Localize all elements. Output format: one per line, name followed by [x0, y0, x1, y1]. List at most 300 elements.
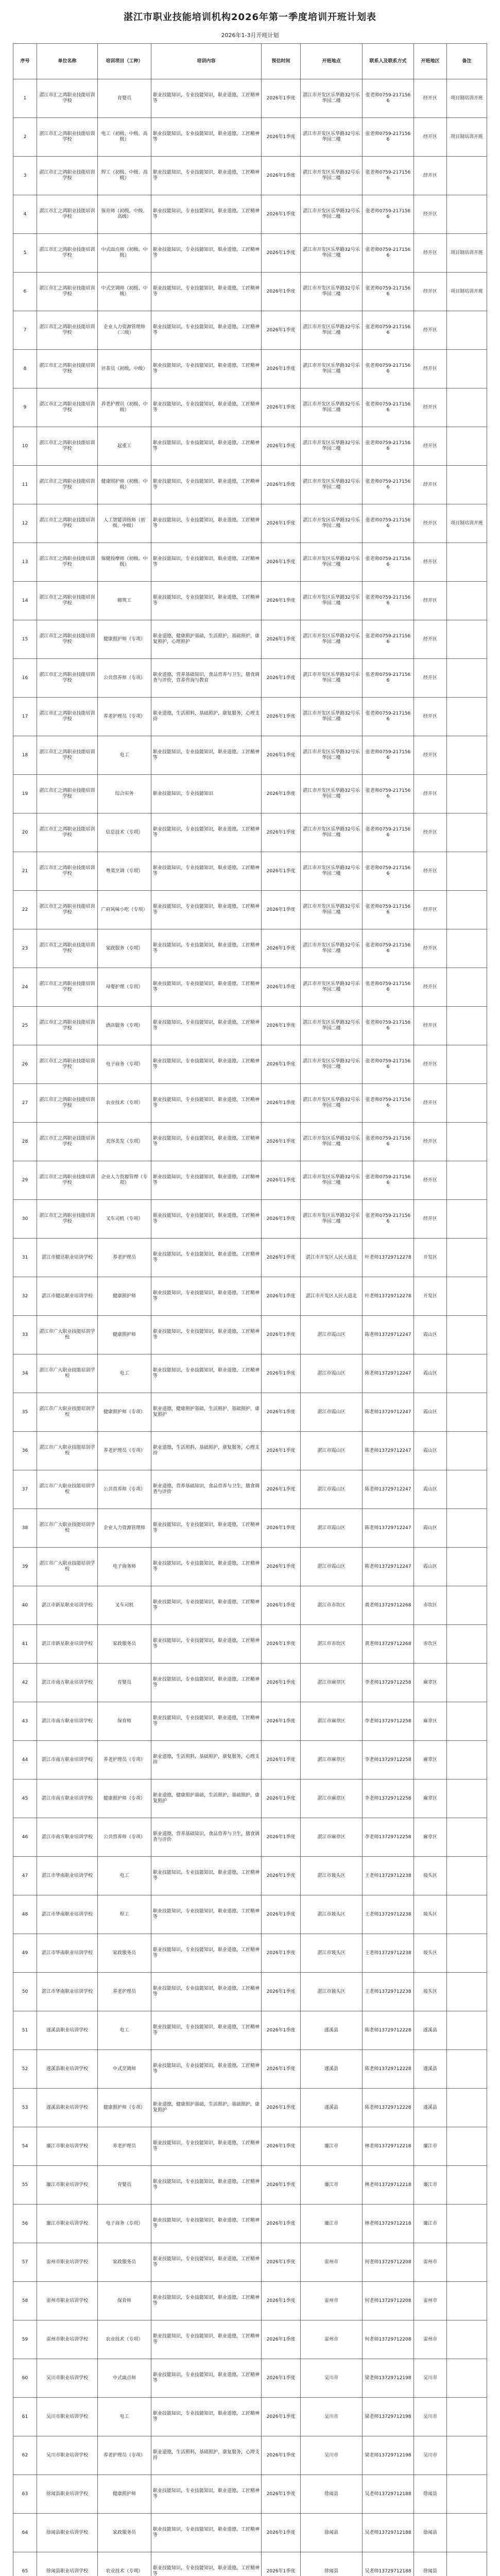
cell-no: 27 [13, 1084, 37, 1123]
cell-item: 养老护理员 [98, 2127, 151, 2166]
cell-area: 遂溪县 [414, 2011, 447, 2050]
cell-area: 霞山区 [414, 1548, 447, 1586]
table-row [13, 504, 487, 543]
table-row [13, 2514, 487, 2552]
cell-note [447, 1780, 487, 1818]
table-row [13, 1161, 487, 1200]
cell-no: 46 [13, 1818, 37, 1857]
cell-org: 徐闻县职业培训学校 [37, 2475, 98, 2514]
cell-org: 吴川市职业培训学校 [37, 2359, 98, 2398]
cell-place: 湛江市开发区乐华路32号乐华园二楼 [301, 582, 363, 620]
cell-item: 电工 [98, 1354, 151, 1393]
cell-org: 遂溪县职业培训学校 [37, 2050, 98, 2089]
table-row [13, 2320, 487, 2359]
cell-org: 湛江市汇之鸿职业技能培训学校 [37, 698, 98, 736]
cell-org: 湛江市广大职业技能培训学校 [37, 1432, 98, 1470]
cell-content: 职业道德，健康照护基础，生活照护，基础照护，康复照护，心理照护 [151, 620, 262, 659]
table-row [13, 1625, 487, 1664]
cell-contact: 张老师0759-2171566 [363, 891, 414, 929]
cell-no: 7 [13, 311, 37, 350]
cell-time: 2026年1季度 [262, 234, 301, 273]
table-row [13, 1741, 487, 1780]
table-row [13, 1123, 487, 1161]
cell-contact: 张老师0759-2171566 [363, 466, 414, 504]
cell-area: 吴川市 [414, 2359, 447, 2398]
cell-place: 湛江市开发区乐华路32号乐华园二楼 [301, 891, 363, 929]
cell-area: 经开区 [414, 504, 447, 543]
table-row [13, 1857, 487, 1895]
cell-org: 湛江市汇之鸿职业技能培训学校 [37, 543, 98, 582]
cell-area: 雷州市 [414, 2243, 447, 2282]
cell-area: 坡头区 [414, 1973, 447, 2011]
cell-item: 叉车司机（专项） [98, 1200, 151, 1239]
cell-place: 湛江市开发区乐华路32号乐华园二楼 [301, 620, 363, 659]
cell-item: 综合实务 [98, 775, 151, 814]
cell-org: 雷州市职业培训学校 [37, 2243, 98, 2282]
cell-note [447, 929, 487, 968]
cell-time: 2026年1季度 [262, 2089, 301, 2127]
cell-no: 11 [13, 466, 37, 504]
header-cell-item: 培训项目（工种） [98, 44, 151, 79]
cell-note [447, 1934, 487, 1973]
cell-place: 湛江市开发区乐华路32号乐华园二楼 [301, 1045, 363, 1084]
cell-place: 廉江市 [301, 2205, 363, 2243]
cell-no: 47 [13, 1857, 37, 1895]
cell-area: 霞山区 [414, 1316, 447, 1354]
cell-note: 项目制培训开班 [447, 79, 487, 118]
cell-area: 徐闻县 [414, 2475, 447, 2514]
cell-no: 61 [13, 2398, 37, 2436]
cell-place: 湛江市开发区乐华路32号乐华园二楼 [301, 968, 363, 1007]
cell-note [447, 2320, 487, 2359]
cell-contact: 李老师13729712258 [363, 1780, 414, 1818]
cell-content: 职业技能知识，专业技能知识，职业道德，工匠精神等 [151, 814, 262, 852]
cell-no: 35 [13, 1393, 37, 1432]
cell-content: 职业技能知识，专业技能知识，职业道德，工匠精神等 [151, 118, 262, 157]
cell-content: 职业技能知识，专业技能知识，职业道德，工匠精神等 [151, 1316, 262, 1354]
header-cell-contact: 联系人及联系方式 [363, 44, 414, 79]
cell-place: 湛江市开发区人民大道北 [301, 1239, 363, 1277]
cell-content: 职业技能知识，专业技能知识，职业道德，工匠精神等 [151, 388, 262, 427]
cell-place: 湛江市霞山区 [301, 1548, 363, 1586]
cell-org: 遂溪县职业培训学校 [37, 2089, 98, 2127]
cell-content: 职业技能知识，专业技能知识，职业道德，工匠精神等 [151, 2359, 262, 2398]
cell-item: 健康照护师 [98, 1316, 151, 1354]
cell-contact: 何老师13729712208 [363, 2243, 414, 2282]
table-row [13, 2436, 487, 2475]
cell-no: 28 [13, 1123, 37, 1161]
cell-no: 19 [13, 775, 37, 814]
cell-item: 公共营养师（专项） [98, 659, 151, 698]
table-row [13, 2282, 487, 2320]
cell-no: 50 [13, 1973, 37, 2011]
cell-place: 湛江市开发区乐华路32号乐华园二楼 [301, 273, 363, 311]
cell-note [447, 1200, 487, 1239]
cell-note [447, 1084, 487, 1123]
cell-content: 职业技能知识，专业技能知识，职业道德，工匠精神等 [151, 852, 262, 891]
cell-time: 2026年1季度 [262, 388, 301, 427]
table-row [13, 2359, 487, 2398]
cell-time: 2026年1季度 [262, 1393, 301, 1432]
cell-time: 2026年1季度 [262, 1084, 301, 1123]
cell-content: 职业技能知识，专业技能知识，职业道德，工匠精神等 [151, 1045, 262, 1084]
cell-time: 2026年1季度 [262, 427, 301, 466]
table-row [13, 388, 487, 427]
cell-item: 养老护理员 [98, 1239, 151, 1277]
cell-item: 电工 [98, 736, 151, 775]
cell-area: 廉江市 [414, 2166, 447, 2205]
table-row [13, 1200, 487, 1239]
cell-area: 经开区 [414, 466, 447, 504]
cell-org: 湛江市华南职业培训学校 [37, 1857, 98, 1895]
table-row [13, 1780, 487, 1818]
cell-place: 湛江市坡头区 [301, 1934, 363, 1973]
cell-content: 职业技能知识，专业技能知识，职业道德，工匠精神等 [151, 2514, 262, 2552]
cell-item: 公共营养师（专项） [98, 1470, 151, 1509]
cell-place: 湛江市开发区乐华路32号乐华园二楼 [301, 543, 363, 582]
cell-time: 2026年1季度 [262, 1354, 301, 1393]
cell-item: 家政服务（专项） [98, 929, 151, 968]
cell-no: 37 [13, 1470, 37, 1509]
table-row [13, 543, 487, 582]
cell-item: 健康照护师 [98, 1277, 151, 1316]
cell-note [447, 2552, 487, 2576]
cell-content: 职业技能知识，专业技能知识，职业道德，工匠精神等 [151, 2282, 262, 2320]
cell-time: 2026年1季度 [262, 466, 301, 504]
cell-content: 职业道德，健康照护基础，生活照护，基础照护，康复照护 [151, 2089, 262, 2127]
cell-contact: 张老师0759-2171566 [363, 1161, 414, 1200]
cell-contact: 王老师13729712238 [363, 1895, 414, 1934]
cell-area: 经开区 [414, 1045, 447, 1084]
cell-content: 职业技能知识，专业技能知识，职业道德，工匠精神等 [151, 1200, 262, 1239]
cell-content: 职业技能知识，专业技能知识，职业道德，工匠精神等 [151, 1354, 262, 1393]
cell-area: 经开区 [414, 968, 447, 1007]
table-row [13, 2050, 487, 2089]
cell-no: 30 [13, 1200, 37, 1239]
cell-time: 2026年1季度 [262, 1664, 301, 1702]
cell-content: 职业技能知识，专业技能知识，职业道德，工匠精神等 [151, 1277, 262, 1316]
cell-no: 64 [13, 2514, 37, 2552]
table-row [13, 1084, 487, 1123]
cell-area: 经开区 [414, 1161, 447, 1200]
cell-contact: 陈老师13729712247 [363, 1354, 414, 1393]
cell-item: 中式面点师（初级、中级） [98, 234, 151, 273]
cell-contact: 吴老师13729712188 [363, 2514, 414, 2552]
cell-area: 经开区 [414, 157, 447, 195]
cell-contact: 张老师0759-2171566 [363, 698, 414, 736]
cell-contact: 何老师13729712208 [363, 2320, 414, 2359]
table-row [13, 852, 487, 891]
cell-place: 湛江市霞山区 [301, 1354, 363, 1393]
cell-org: 湛江市南方职业培训学校 [37, 1664, 98, 1702]
cell-contact: 黄老师13729712268 [363, 1586, 414, 1625]
cell-content: 职业技能知识，专业技能知识，职业道德，工匠精神等 [151, 2166, 262, 2205]
cell-note [447, 350, 487, 388]
cell-org: 湛江市汇之鸿职业技能培训学校 [37, 195, 98, 234]
cell-org: 湛江市华南职业培训学校 [37, 1895, 98, 1934]
cell-note [447, 1818, 487, 1857]
table-row [13, 2475, 487, 2514]
table-row [13, 2127, 487, 2166]
cell-contact: 何老师13729712208 [363, 2282, 414, 2320]
cell-place: 廉江市 [301, 2166, 363, 2205]
cell-content: 职业技能知识，专业技能知识，职业道德，工匠精神等 [151, 1857, 262, 1895]
table-row [13, 1239, 487, 1277]
training-plan-table [13, 43, 487, 2576]
cell-time: 2026年1季度 [262, 2514, 301, 2552]
cell-contact: 李老师13729712258 [363, 1818, 414, 1857]
cell-no: 54 [13, 2127, 37, 2166]
cell-place: 湛江市开发区乐华路32号乐华园二楼 [301, 157, 363, 195]
cell-note [447, 2011, 487, 2050]
table-row [13, 2243, 487, 2282]
cell-content: 职业技能知识，专业技能知识，职业道德，工匠精神等 [151, 2398, 262, 2436]
cell-note [447, 1316, 487, 1354]
cell-item: 健康照护师（专项） [98, 2089, 151, 2127]
cell-area: 经开区 [414, 1123, 447, 1161]
cell-content: 职业技能知识，专业技能知识，职业道德，工匠精神等 [151, 504, 262, 543]
cell-place: 湛江市坡头区 [301, 1973, 363, 2011]
cell-area: 霞山区 [414, 1354, 447, 1393]
cell-content: 职业技能知识，专业技能知识，职业道德，工匠精神等 [151, 311, 262, 350]
table-row [13, 195, 487, 234]
cell-contact: 梁老师13729712198 [363, 2398, 414, 2436]
cell-place: 吴川市 [301, 2398, 363, 2436]
cell-contact: 陈老师13729712247 [363, 1509, 414, 1548]
cell-note [447, 2050, 487, 2089]
cell-no: 9 [13, 388, 37, 427]
cell-time: 2026年1季度 [262, 1973, 301, 2011]
table-row [13, 659, 487, 698]
cell-time: 2026年1季度 [262, 1818, 301, 1857]
cell-org: 遂溪县职业培训学校 [37, 2011, 98, 2050]
cell-note [447, 157, 487, 195]
cell-item: 家政服务员 [98, 1625, 151, 1664]
cell-contact: 张老师0759-2171566 [363, 504, 414, 543]
cell-place: 吴川市 [301, 2436, 363, 2475]
cell-note [447, 2205, 487, 2243]
cell-area: 廉江市 [414, 2127, 447, 2166]
cell-time: 2026年1季度 [262, 2127, 301, 2166]
cell-org: 湛江市汇之鸿职业技能培训学校 [37, 968, 98, 1007]
cell-item: 中式烹调师（初级、中级） [98, 273, 151, 311]
cell-place: 湛江市霞山区 [301, 1316, 363, 1354]
cell-item: 广府风味小吃（专项） [98, 891, 151, 929]
table-row [13, 891, 487, 929]
cell-content: 职业技能知识，专业技能知识，职业道德，工匠精神等 [151, 736, 262, 775]
table-row [13, 157, 487, 195]
cell-org: 湛江市广大职业技能培训学校 [37, 1316, 98, 1354]
cell-item: 健康照护师（初级、中级） [98, 466, 151, 504]
cell-place: 湛江市开发区乐华路32号乐华园二楼 [301, 1084, 363, 1123]
cell-note [447, 891, 487, 929]
cell-no: 32 [13, 1277, 37, 1316]
cell-org: 湛江市广大职业技能培训学校 [37, 1393, 98, 1432]
cell-area: 吴川市 [414, 2398, 447, 2436]
table-row [13, 2089, 487, 2127]
cell-place: 湛江市开发区乐华路32号乐华园二楼 [301, 1200, 363, 1239]
cell-item: 保育师 [98, 2282, 151, 2320]
table-row [13, 814, 487, 852]
cell-org: 湛江市汇之鸿职业技能培训学校 [37, 118, 98, 157]
cell-note [447, 1664, 487, 1702]
cell-no: 29 [13, 1161, 37, 1200]
cell-item: 家政服务员 [98, 2514, 151, 2552]
cell-place: 湛江市开发区乐华路32号乐华园二楼 [301, 852, 363, 891]
cell-place: 湛江市麻章区 [301, 1702, 363, 1741]
cell-place: 湛江市开发区乐华路32号乐华园二楼 [301, 195, 363, 234]
cell-item: 电子商务（专项） [98, 2205, 151, 2243]
cell-org: 湛江市南方职业培训学校 [37, 1741, 98, 1780]
cell-content: 职业技能知识，专业技能知识，职业道德，工匠精神等 [151, 350, 262, 388]
cell-area: 经开区 [414, 736, 447, 775]
cell-note [447, 2089, 487, 2127]
cell-item: 农业技术（专项） [98, 2552, 151, 2576]
cell-note [447, 2166, 487, 2205]
cell-content: 职业技能知识，专业技能知识，职业道德，工匠精神等 [151, 1548, 262, 1586]
cell-area: 坡头区 [414, 1934, 447, 1973]
cell-item: 焊工（初级、中级、高级） [98, 157, 151, 195]
cell-org: 徐闻县职业培训学校 [37, 2514, 98, 2552]
cell-note [447, 1123, 487, 1161]
table-body [13, 79, 487, 2576]
cell-content: 职业技能知识，专业技能知识，职业道德，工匠精神等 [151, 891, 262, 929]
cell-org: 湛江市汇之鸿职业技能培训学校 [37, 814, 98, 852]
cell-contact: 张老师0759-2171566 [363, 350, 414, 388]
table-row [13, 1586, 487, 1625]
cell-time: 2026年1季度 [262, 1161, 301, 1200]
cell-item: 粤菜烹调（专项） [98, 852, 151, 891]
cell-org: 湛江市健达职业培训学校 [37, 1239, 98, 1277]
cell-org: 湛江市汇之鸿职业技能培训学校 [37, 273, 98, 311]
table-row [13, 620, 487, 659]
cell-no: 25 [13, 1007, 37, 1045]
cell-contact: 张老师0759-2171566 [363, 311, 414, 350]
cell-org: 湛江市汇之鸿职业技能培训学校 [37, 1045, 98, 1084]
cell-contact: 陈老师13729712247 [363, 1393, 414, 1432]
cell-no: 56 [13, 2205, 37, 2243]
cell-no: 18 [13, 736, 37, 775]
cell-place: 遂溪县 [301, 2089, 363, 2127]
cell-time: 2026年1季度 [262, 2205, 301, 2243]
cell-note [447, 775, 487, 814]
cell-time: 2026年1季度 [262, 79, 301, 118]
cell-note [447, 2398, 487, 2436]
cell-contact: 张老师0759-2171566 [363, 234, 414, 273]
cell-note [447, 1857, 487, 1895]
cell-time: 2026年1季度 [262, 118, 301, 157]
cell-note [447, 582, 487, 620]
header-cell-place: 开班地点 [301, 44, 363, 79]
table-row [13, 1934, 487, 1973]
cell-contact: 陈老师13729712247 [363, 1470, 414, 1509]
cell-note [447, 736, 487, 775]
cell-contact: 张老师0759-2171566 [363, 814, 414, 852]
cell-area: 廉江市 [414, 2205, 447, 2243]
cell-contact: 陈老师13729712247 [363, 1316, 414, 1354]
table-row [13, 79, 487, 118]
header-cell-note: 备注 [447, 44, 487, 79]
cell-area: 经开区 [414, 775, 447, 814]
cell-item: 养老护理员（专项） [98, 698, 151, 736]
table-row [13, 1548, 487, 1586]
cell-area: 开发区 [414, 1277, 447, 1316]
cell-content: 职业技能知识，专业技能知识，职业道德，工匠精神等 [151, 2127, 262, 2166]
cell-place: 湛江市麻章区 [301, 1780, 363, 1818]
cell-item: 美容美发（专项） [98, 1123, 151, 1161]
table-row [13, 311, 487, 350]
cell-content: 职业道德，营养基础知识，食品营养与卫生，膳食调查与评价 [151, 1818, 262, 1857]
cell-content: 职业技能知识，专业技能知识，职业道德，工匠精神等 [151, 1895, 262, 1934]
cell-note [447, 1586, 487, 1625]
cell-area: 麻章区 [414, 1741, 447, 1780]
cell-place: 雷州市 [301, 2243, 363, 2282]
cell-note [447, 1277, 487, 1316]
cell-content: 职业技能知识，专业技能知识，职业道德，工匠精神等 [151, 2011, 262, 2050]
cell-content: 职业技能知识，专业技能知识，职业道德，工匠精神等 [151, 1934, 262, 1973]
cell-org: 湛江市汇之鸿职业技能培训学校 [37, 79, 98, 118]
cell-area: 麻章区 [414, 1702, 447, 1741]
cell-item: 健康照护师（专项） [98, 620, 151, 659]
cell-contact: 张老师0759-2171566 [363, 775, 414, 814]
cell-place: 湛江市开发区乐华路32号乐华园二楼 [301, 79, 363, 118]
cell-no: 1 [13, 79, 37, 118]
table-row [13, 1664, 487, 1702]
cell-time: 2026年1季度 [262, 2398, 301, 2436]
cell-no: 49 [13, 1934, 37, 1973]
cell-org: 湛江市汇之鸿职业技能培训学校 [37, 620, 98, 659]
cell-contact: 王老师13729712238 [363, 1973, 414, 2011]
cell-contact: 张老师0759-2171566 [363, 118, 414, 157]
cell-time: 2026年1季度 [262, 929, 301, 968]
table-row [13, 736, 487, 775]
cell-contact: 陈老师13729712228 [363, 2011, 414, 2050]
cell-content: 职业技能知识，专业技能知识，职业道德，工匠精神等 [151, 2552, 262, 2576]
cell-time: 2026年1季度 [262, 273, 301, 311]
cell-note [447, 1354, 487, 1393]
cell-place: 湛江市坡头区 [301, 1895, 363, 1934]
cell-no: 33 [13, 1316, 37, 1354]
cell-contact: 陈老师13729712247 [363, 1432, 414, 1470]
cell-content: 职业技能知识，专业技能知识，职业道德，工匠精神等 [151, 234, 262, 273]
cell-note [447, 2514, 487, 2552]
cell-item: 养老护理员（初级、中级） [98, 388, 151, 427]
cell-no: 51 [13, 2011, 37, 2050]
table-row [13, 1702, 487, 1741]
cell-contact: 黄老师13729712268 [363, 1625, 414, 1664]
cell-area: 霞山区 [414, 1393, 447, 1432]
cell-no: 41 [13, 1625, 37, 1664]
cell-item: 电工 [98, 2011, 151, 2050]
cell-org: 湛江市广大职业技能培训学校 [37, 1470, 98, 1509]
cell-content: 职业技能知识，专业技能知识，职业道德，工匠精神等 [151, 79, 262, 118]
cell-time: 2026年1季度 [262, 968, 301, 1007]
cell-time: 2026年1季度 [262, 814, 301, 852]
cell-item: 家政服务员 [98, 1934, 151, 1973]
cell-content: 职业技能知识，专业技能知识，职业道德，工匠精神等 [151, 2205, 262, 2243]
cell-note [447, 1239, 487, 1277]
cell-contact: 张老师0759-2171566 [363, 1007, 414, 1045]
cell-time: 2026年1季度 [262, 1895, 301, 1934]
cell-contact: 吴老师13729712188 [363, 2552, 414, 2576]
cell-item: 砌筑工 [98, 582, 151, 620]
cell-org: 雷州市职业培训学校 [37, 2282, 98, 2320]
cell-time: 2026年1季度 [262, 1045, 301, 1084]
cell-org: 徐闻县职业培训学校 [37, 2552, 98, 2576]
cell-org: 雷州市职业培训学校 [37, 2320, 98, 2359]
cell-time: 2026年1季度 [262, 2475, 301, 2514]
cell-place: 遂溪县 [301, 2050, 363, 2089]
